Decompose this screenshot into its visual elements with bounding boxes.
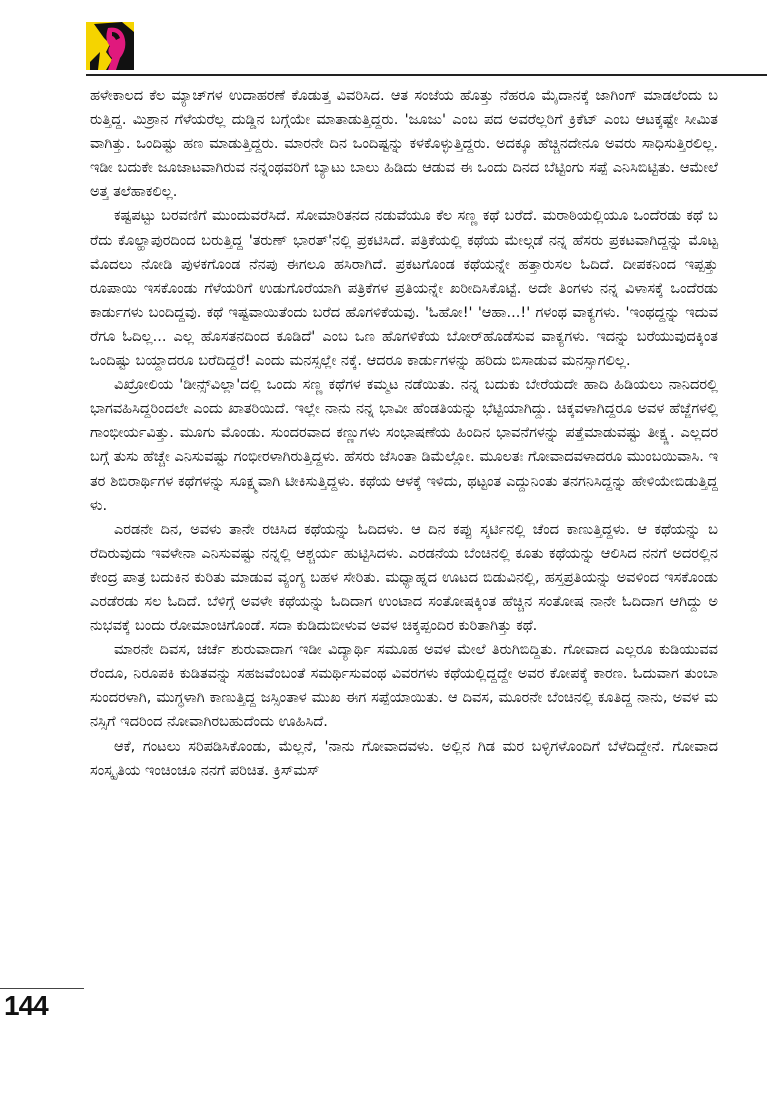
face-profile-logo-icon [86, 22, 134, 70]
paragraph: ಕಷ್ಟಪಟ್ಟು ಬರವಣಿಗೆ ಮುಂದುವರೆಸಿದೆ. ಸೋಮಾರಿತನದ ನಡುವೆಯೂ ಕೆಲ ಸಣ್ಣ ಕಥೆ ಬರೆದೆ. ಮರಾಠಿಯಲ್ಲಿಯೂ ಒಂದೆರಡು ಕಥೆ ಬರೆದು ಕೊಲ್ಹಾಪುರದಿಂದ ಬರುತ್ತಿದ್ದ 'ತರುಣ್ ಭಾರತ್'ನಲ್ಲಿ ಪ್ರಕಟಿಸಿದೆ. ಪತ್ರಿಕೆಯಲ್ಲಿ ಕಥೆಯ ಮೇಲ್ಗಡೆ ನನ್ನ ಹೆಸರು ಪ್ರಕಟವಾಗಿದ್ದನ್ನು ಮೊಟ್ಟಮೊದಲು ನೋಡಿ ಪುಳಕಗೊಂಡ ನೆನಪು ಈಗಲೂ ಹಸಿರಾಗಿದೆ. ಪ್ರಕಟಗೊಂಡ ಕಥೆಯನ್ನೇ ಹತ್ತಾರುಸಲ ಓದಿದೆ. ದೀಪಕನಿಂದ ಇಪ್ಪತ್ತು ರೂಪಾಯಿ ಇಸಕೊಂಡು ಗೆಳೆಯರಿಗೆ ಉಡುಗೊರೆಯಾಗಿ ಪತ್ರಿಕೆಗಳ ಪ್ರತಿಯನ್ನೇ ಖರೀದಿಸಿಕೊಟ್ಟೆ. ಅದೇ ತಿಂಗಳು ನನ್ನ ವಿಳಾಸಕ್ಕೆ ಒಂದೆರಡು ಕಾರ್ಡುಗಳು ಬಂದಿದ್ದವು. ಕಥೆ ಇಷ್ಟವಾಯಿತೆಂದು ಬರೆದ ಹೊಗಳಿಕೆಯವು. 'ಓಹೋ!' 'ಆಹಾ...!' ಗಳಂಥ ವಾಕ್ಯಗಳು. 'ಇಂಥದ್ದನ್ನು ಇದುವರೆಗೂ ಓದಿಲ್ಲ... ಎಲ್ಲ ಹೊಸತನದಿಂದ ಕೂಡಿದೆ' ಎಂಬ ಒಣ ಹೊಗಳಿಕೆಯ ಬೋರ್‌ಹೊಡೆಸುವ ವಾಕ್ಯಗಳು. ಇದನ್ನು ಬರೆಯುವುದಕ್ಕಿಂತ ಒಂದಿಷ್ಟು ಬಯ್ದಾದರೂ ಬರೆದಿದ್ದರೆ! ಎಂದು ಮನಸ್ಸಲ್ಲೇ ನಕ್ಕೆ. ಆದರೂ ಕಾರ್ಡುಗಳನ್ನು ಹರಿದು ಬಿಸಾಡುವ ಮನಸ್ಸಾಗಲಿಲ್ಲ. [90, 208, 718, 370]
paragraph: ಆಕೆ, ಗಂಟಲು ಸರಿಪಡಿಸಿಕೊಂಡು, ಮೆಲ್ಲನೆ, 'ನಾನು ಗೋವಾದವಳು. ಅಲ್ಲಿನ ಗಿಡ ಮರ ಬಳ್ಳಿಗಳೊಂದಿಗೆ ಬೆಳೆದಿದ್ದೇನೆ. ಗೋವಾದ ಸಂಸ್ಕೃತಿಯ ಇಂಚಿಂಚೂ ನನಗೆ ಪರಿಚಿತ. ಕ್ರಿಸ್‌ಮಸ್ [90, 738, 718, 779]
paragraph: ಮಾರನೇ ದಿವಸ, ಚರ್ಚೆ ಶುರುವಾದಾಗ ಇಡೀ ವಿದ್ಯಾರ್ಥಿ ಸಮೂಹ ಅವಳ ಮೇಲೆ ತಿರುಗಿಬಿದ್ದಿತು. ಗೋವಾದ ಎಲ್ಲರೂ ಕುಡಿಯುವವರೆಂದೂ, ನಿರೂಪಕಿ ಕುಡಿತವನ್ನು ಸಹಜವೆಂಬಂತೆ ಸಮರ್ಥಿಸುವಂಥ ವಿವರಗಳು ಕಥೆಯಲ್ಲಿದ್ದದ್ದೇ ಅವರ ಕೋಪಕ್ಕೆ ಕಾರಣ. ಓದುವಾಗ ತುಂಬಾ ಸುಂದರಳಾಗಿ, ಮುಗ್ಧಳಾಗಿ ಕಾಣುತ್ತಿದ್ದ ಜಸ್ಸಿಂತಾಳ ಮುಖ ಈಗ ಸಪ್ಪೆಯಾಯಿತು. ಆ ದಿವಸ, ಮೂರನೇ ಬೆಂಚಿನಲ್ಲಿ ಕೂತಿದ್ದ ನಾನು, ಅವಳ ಮನಸ್ಸಿಗೆ ಇದರಿಂದ ನೋವಾಗಿರಬಹುದೆಂದು ಊಹಿಸಿದೆ. [90, 642, 718, 731]
paragraph: ಹಳೇಕಾಲದ ಕೆಲ ಮ್ಯಾಚ್‌ಗಳ ಉದಾಹರಣೆ ಕೊಡುತ್ತ ವಿವರಿಸಿದ. ಆತ ಸಂಜೆಯ ಹೊತ್ತು ನೆಹರೂ ಮೈದಾನಕ್ಕೆ ಜಾಗಿಂಗ್ ಮಾಡಲೆಂದು ಬರುತ್ತಿದ್ದ. ಮಿಶ್ರಾನ ಗೆಳೆಯರೆಲ್ಲ ದುಡ್ಡಿನ ಬಗ್ಗೆಯೇ ಮಾತಾಡುತ್ತಿದ್ದರು. 'ಜೂಜು' ಎಂಬ ಪದ ಅವರೆಲ್ಲರಿಗೆ ಕ್ರಿಕೆಟ್ ಎಂಬ ಆಟಕ್ಕಷ್ಟೇ ಸೀಮಿತವಾಗಿತ್ತು. ಒಂದಿಷ್ಟು ಹಣ ಮಾಡುತ್ತಿದ್ದರು. ಮಾರನೇ ದಿನ ಒಂದಿಷ್ಟನ್ನು ಕಳಕೊಳ್ಳುತ್ತಿದ್ದರು. ಅದಕ್ಕೂ ಹೆಚ್ಚಿನದೇನೂ ಅವರು ಸಾಧಿಸುತ್ತಿರಲಿಲ್ಲ. ಇಡೀ ಬದುಕೇ ಜೂಜಾಟವಾಗಿರುವ ನನ್ನಂಥವರಿಗೆ ಬ್ಯಾಟು ಬಾಲು ಹಿಡಿದು ಆಡುವ ಈ ಒಂದು ದಿನದ ಬೆಟ್ಟಿಂಗು ಸಪ್ಪೆ ಎನಿಸಿಬಿಟ್ಟಿತು. ಆಮೇಲೆ ಅತ್ತ ತಲೆಹಾಕಲಿಲ್ಲ. [90, 88, 718, 201]
article-body [90, 84, 718, 783]
footer-rule [0, 988, 84, 989]
header-rule [86, 74, 767, 76]
page-number: 144 [4, 990, 48, 1021]
paragraph: ವಿಖ್ರೋಲಿಯ 'ಡೀನ್ಸ್‌ವಿಲ್ಲಾ'ದಲ್ಲಿ ಒಂದು ಸಣ್ಣ ಕಥೆಗಳ ಕಮ್ಮಟ ನಡೆಯಿತು. ನನ್ನ ಬದುಕು ಬೇರೆಯದೇ ಹಾದಿ ಹಿಡಿಯಲು ನಾನಿದರಲ್ಲಿ ಭಾಗವಹಿಸಿದ್ದರಿಂದಲೇ ಎಂದು ಖಾತರಿಯಿದೆ. ಇಲ್ಲೇ ನಾನು ನನ್ನ ಭಾವೀ ಹೆಂಡತಿಯನ್ನು ಭೆಟ್ಟಿಯಾಗಿದ್ದು. ಚಿಕ್ಕವಳಾಗಿದ್ದರೂ ಅವಳ ಹೆಜ್ಜೆಗಳಲ್ಲಿ ಗಾಂಭೀರ್ಯವಿತ್ತು. ಮೂಗು ಮೊಂಡು. ಸುಂದರವಾದ ಕಣ್ಣುಗಳು ಸಂಭಾಷಣೆಯ ಹಿಂದಿನ ಭಾವನೆಗಳನ್ನು ಪತ್ತೆಮಾಡುವಷ್ಟು ತೀಕ್ಷ್ಣ. ಎಲ್ಲದರ ಬಗ್ಗೆ ತುಸು ಹೆಚ್ಚೇ ಎನಿಸುವಷ್ಟು ಗಂಭೀರಳಾಗಿರುತ್ತಿದ್ದಳು. ಹೆಸರು ಜೆಸಿಂತಾ ಡಿಮೆಲ್ಲೋ. ಮೂಲತಃ ಗೋವಾದವಳಾದರೂ ಮುಂಬಯಿವಾಸಿ. ಇತರ ಶಿಬಿರಾರ್ಥಿಗಳ ಕಥೆಗಳನ್ನು ಸೂಕ್ಷ್ಮವಾಗಿ ಟೀಕಿಸುತ್ತಿದ್ದಳು. ಕಥೆಯ ಆಳಕ್ಕೆ ಇಳಿದು, ಥಟ್ಟಂತ ಎದ್ದುನಿಂತು ತನಗನಿಸಿದ್ದನ್ನು ಹೇಳಿಯೇಬಿಡುತ್ತಿದ್ದಳು. [90, 377, 718, 514]
paragraph: ಎರಡನೇ ದಿನ, ಅವಳು ತಾನೇ ರಚಿಸಿದ ಕಥೆಯನ್ನು ಓದಿದಳು. ಆ ದಿನ ಕಪ್ಪು ಸ್ಕರ್ಟಿನಲ್ಲಿ ಚೆಂದ ಕಾಣುತ್ತಿದ್ದಳು. ಆ ಕಥೆಯನ್ನು ಬರೆದಿರುವುದು ಇವಳೇನಾ ಎನಿಸುವಷ್ಟು ನನ್ನಲ್ಲಿ ಆಶ್ಚರ್ಯ ಹುಟ್ಟಿಸಿದಳು. ಎರಡನೆಯ ಬೆಂಚಿನಲ್ಲಿ ಕೂತು ಕಥೆಯನ್ನು ಆಲಿಸಿದ ನನಗೆ ಅದರಲ್ಲಿನ ಕೇಂದ್ರ ಪಾತ್ರ ಬದುಕಿನ ಕುರಿತು ಮಾಡುವ ವ್ಯಂಗ್ಯ ಬಹಳ ಸೇರಿತು. ಮಧ್ಯಾಹ್ನದ ಊಟದ ಬಿಡುವಿನಲ್ಲಿ, ಹಸ್ತಪ್ರತಿಯನ್ನು ಅವಳಿಂದ ಇಸಕೊಂಡು ಎರಡೆರಡು ಸಲ ಓದಿದೆ. ಬೆಳಿಗ್ಗೆ ಅವಳೇ ಕಥೆಯನ್ನು ಓದಿದಾಗ ಉಂಟಾದ ಸಂತೋಷಕ್ಕಿಂತ ಹೆಚ್ಚಿನ ಸಂತೋಷ ನಾನೇ ಓದಿದಾಗ ಆಗಿದ್ದು ಅನುಭವಕ್ಕೆ ಬಂದು ರೋಮಾಂಚಿಗೊಂಡೆ. ಸದಾ ಕುಡಿದುಬೀಳುವ ಅವಳ ಚಿಕ್ಕಪ್ಪಂದಿರ ಕುರಿತಾಗಿತ್ತು ಕಥೆ. [90, 521, 718, 635]
